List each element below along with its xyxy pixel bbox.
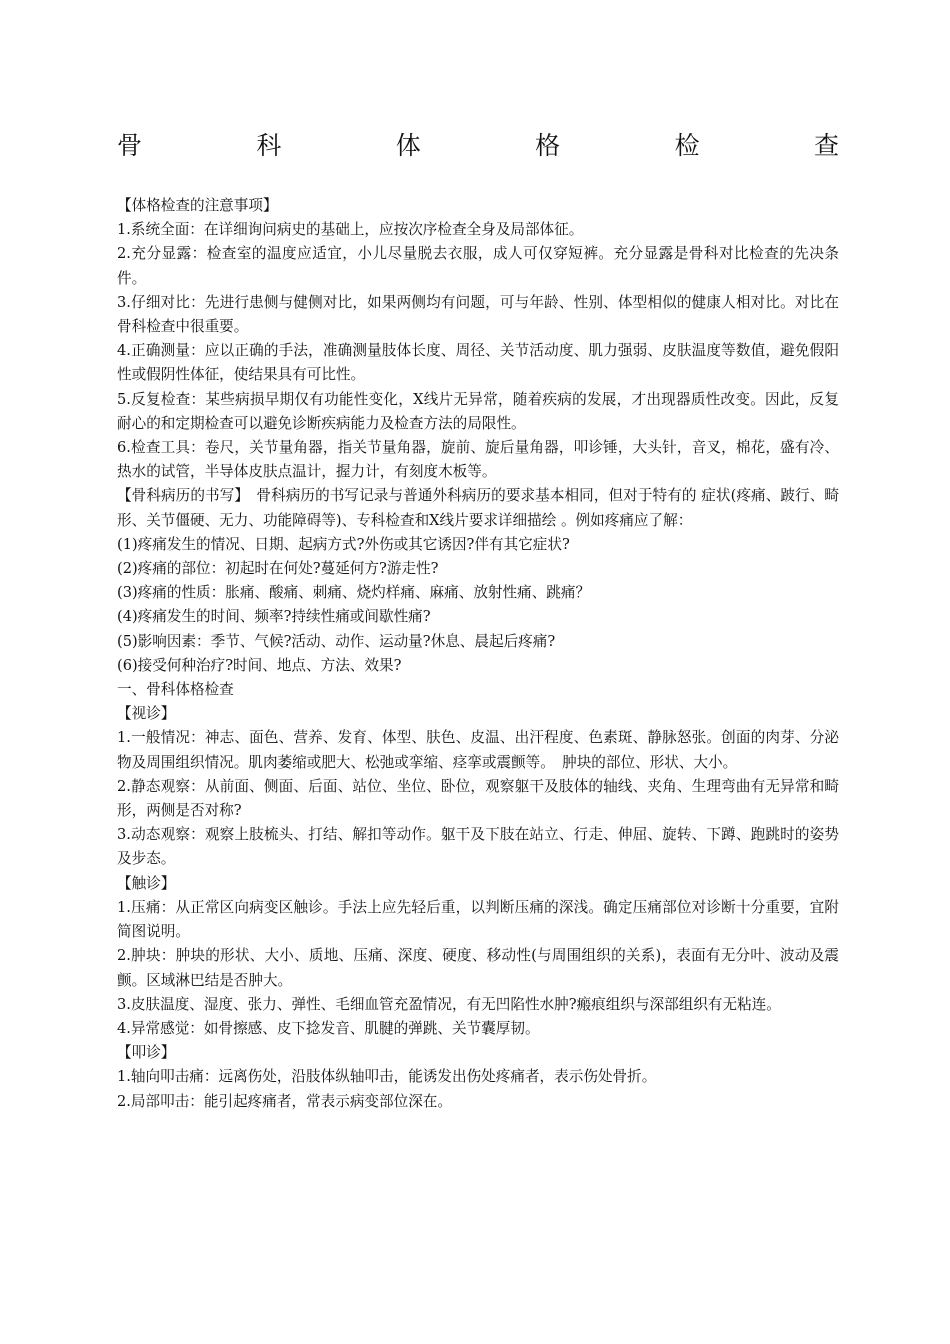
title-char: 查 (813, 131, 839, 160)
paragraph: 1.轴向叩击痛：远离伤处，沿肢体纵轴叩击，能诱发出伤处疼痛者，表示伤处骨折。 (117, 1068, 657, 1086)
document-body (117, 194, 839, 1114)
section-heading: 一、骨科体格检查 (117, 681, 234, 699)
paragraph: 2.肿块：肿块的形状、大小、质地、压痛、深度、硬度、移动性(与周围组织的关系)，表面有无分叶、波动及震颤。区域淋巴结是否肿大。 (117, 947, 839, 989)
paragraph: 1.系统全面：在详细询问病史的基础上，应按次序检查全身及局部体征。 (117, 221, 584, 239)
paragraph: 2.静态观察：从前面、侧面、后面、站位、坐位、卧位，观察躯干及肢体的轴线、夹角、生理弯曲有无异常和畸形，两侧是否对称? (117, 777, 839, 820)
title-char: 格 (535, 131, 561, 160)
list-item: (4)疼痛发生的时间、频率?持续性痛或间歇性痛? (117, 608, 431, 626)
paragraph: 1.一般情况：神志、面色、营养、发育、体型、肤色、皮温、出汗程度、色素斑、静脉怒张。创面的肉芽、分泌物及周围组织情况。肌肉萎缩或肥大、松弛或挛缩、痉挛或震颤等。 肿块的部位、形状、大小。 (117, 729, 839, 771)
section-heading: 【触诊】 (117, 874, 176, 892)
paragraph: 2.局部叩击：能引起疼痛者，常表示病变部位深在。 (117, 1092, 452, 1110)
paragraph: 3.动态观察：观察上肢梳头、打结、解扣等动作。躯干及下肢在站立、行走、伸屈、旋转、下蹲、跑跳时的姿势及步态。 (117, 826, 839, 868)
list-item: (1)疼痛发生的情况、日期、起病方式?外伤或其它诱因?伴有其它症状? (117, 535, 570, 553)
paragraph: 【骨科病历的书写】 骨科病历的书写记录与普通外科病历的要求基本相同，但对于特有的 症状(疼痛、跛行、畸形、关节僵硬、无力、功能障碍等)、专科检查和X线片要求详细描绘 。例如疼痛应了解： (117, 487, 839, 529)
paragraph: 6.检查工具：卷尺，关节量角器，指关节量角器，旋前、旋后量角器，叩诊锤，大头针，音叉，棉花，盛有冷、热水的试管，半导体皮肤点温计，握力计，有刻度木板等。 (117, 439, 839, 481)
paragraph: 4.正确测量：应以正确的手法，准确测量肢体长度、周径、关节活动度、肌力强弱、皮肤温度等数值，避免假阳性或假阴性体征，使结果具有可比性。 (117, 342, 839, 384)
page-title (117, 124, 839, 164)
paragraph: 2.充分显露：检查室的温度应适宜，小儿尽量脱去衣服，成人可仅穿短裤。充分显露是骨科对比检查的先决条件。 (117, 245, 839, 287)
title-char: 检 (674, 131, 700, 160)
list-item: (6)接受何种治疗?时间、地点、方法、效果? (117, 656, 402, 674)
list-item: (2)疼痛的部位：初起时在何处?蔓延何方?游走性? (117, 560, 439, 578)
title-char: 体 (395, 131, 421, 160)
title-char: 骨 (117, 131, 143, 160)
paragraph: 1.压痛：从正常区向病变区触诊。手法上应先轻后重，以判断压痛的深浅。确定压痛部位对诊断十分重要，宜附简图说明。 (117, 898, 839, 941)
section-heading: 【视诊】 (117, 705, 176, 723)
section-heading: 【体格检查的注意事项】 (117, 197, 278, 214)
paragraph: 5.反复检查：某些病损早期仅有功能性变化，X线片无异常，随着疾病的发展，才出现器质性改变。因此，反复耐心的和定期检查可以避免诊断疾病能力及检查方法的局限性。 (117, 390, 839, 432)
list-item: (5)影响因素：季节、气候?活动、动作、运动量?休息、晨起后疼痛? (117, 632, 556, 650)
title-char: 科 (256, 131, 282, 160)
list-item: (3)疼痛的性质：胀痛、酸痛、刺痛、烧灼样痛、麻痛、放射性痛、跳痛？ (117, 584, 591, 602)
paragraph: 3.仔细对比：先进行患侧与健侧对比，如果两侧均有问题，可与年龄、性别、体型相似的健康人相对比。对比在骨科检查中很重要。 (117, 293, 839, 336)
section-heading: 【叩诊】 (117, 1044, 176, 1062)
paragraph: 4.异常感觉：如骨擦感、皮下捻发音、肌腱的弹跳、关节囊厚韧。 (117, 1019, 540, 1037)
paragraph: 3.皮肤温度、湿度、张力、弹性、毛细血管充盈情况，有无凹陷性水肿?瘢痕组织与深部组织有无粘连。 (117, 995, 781, 1013)
